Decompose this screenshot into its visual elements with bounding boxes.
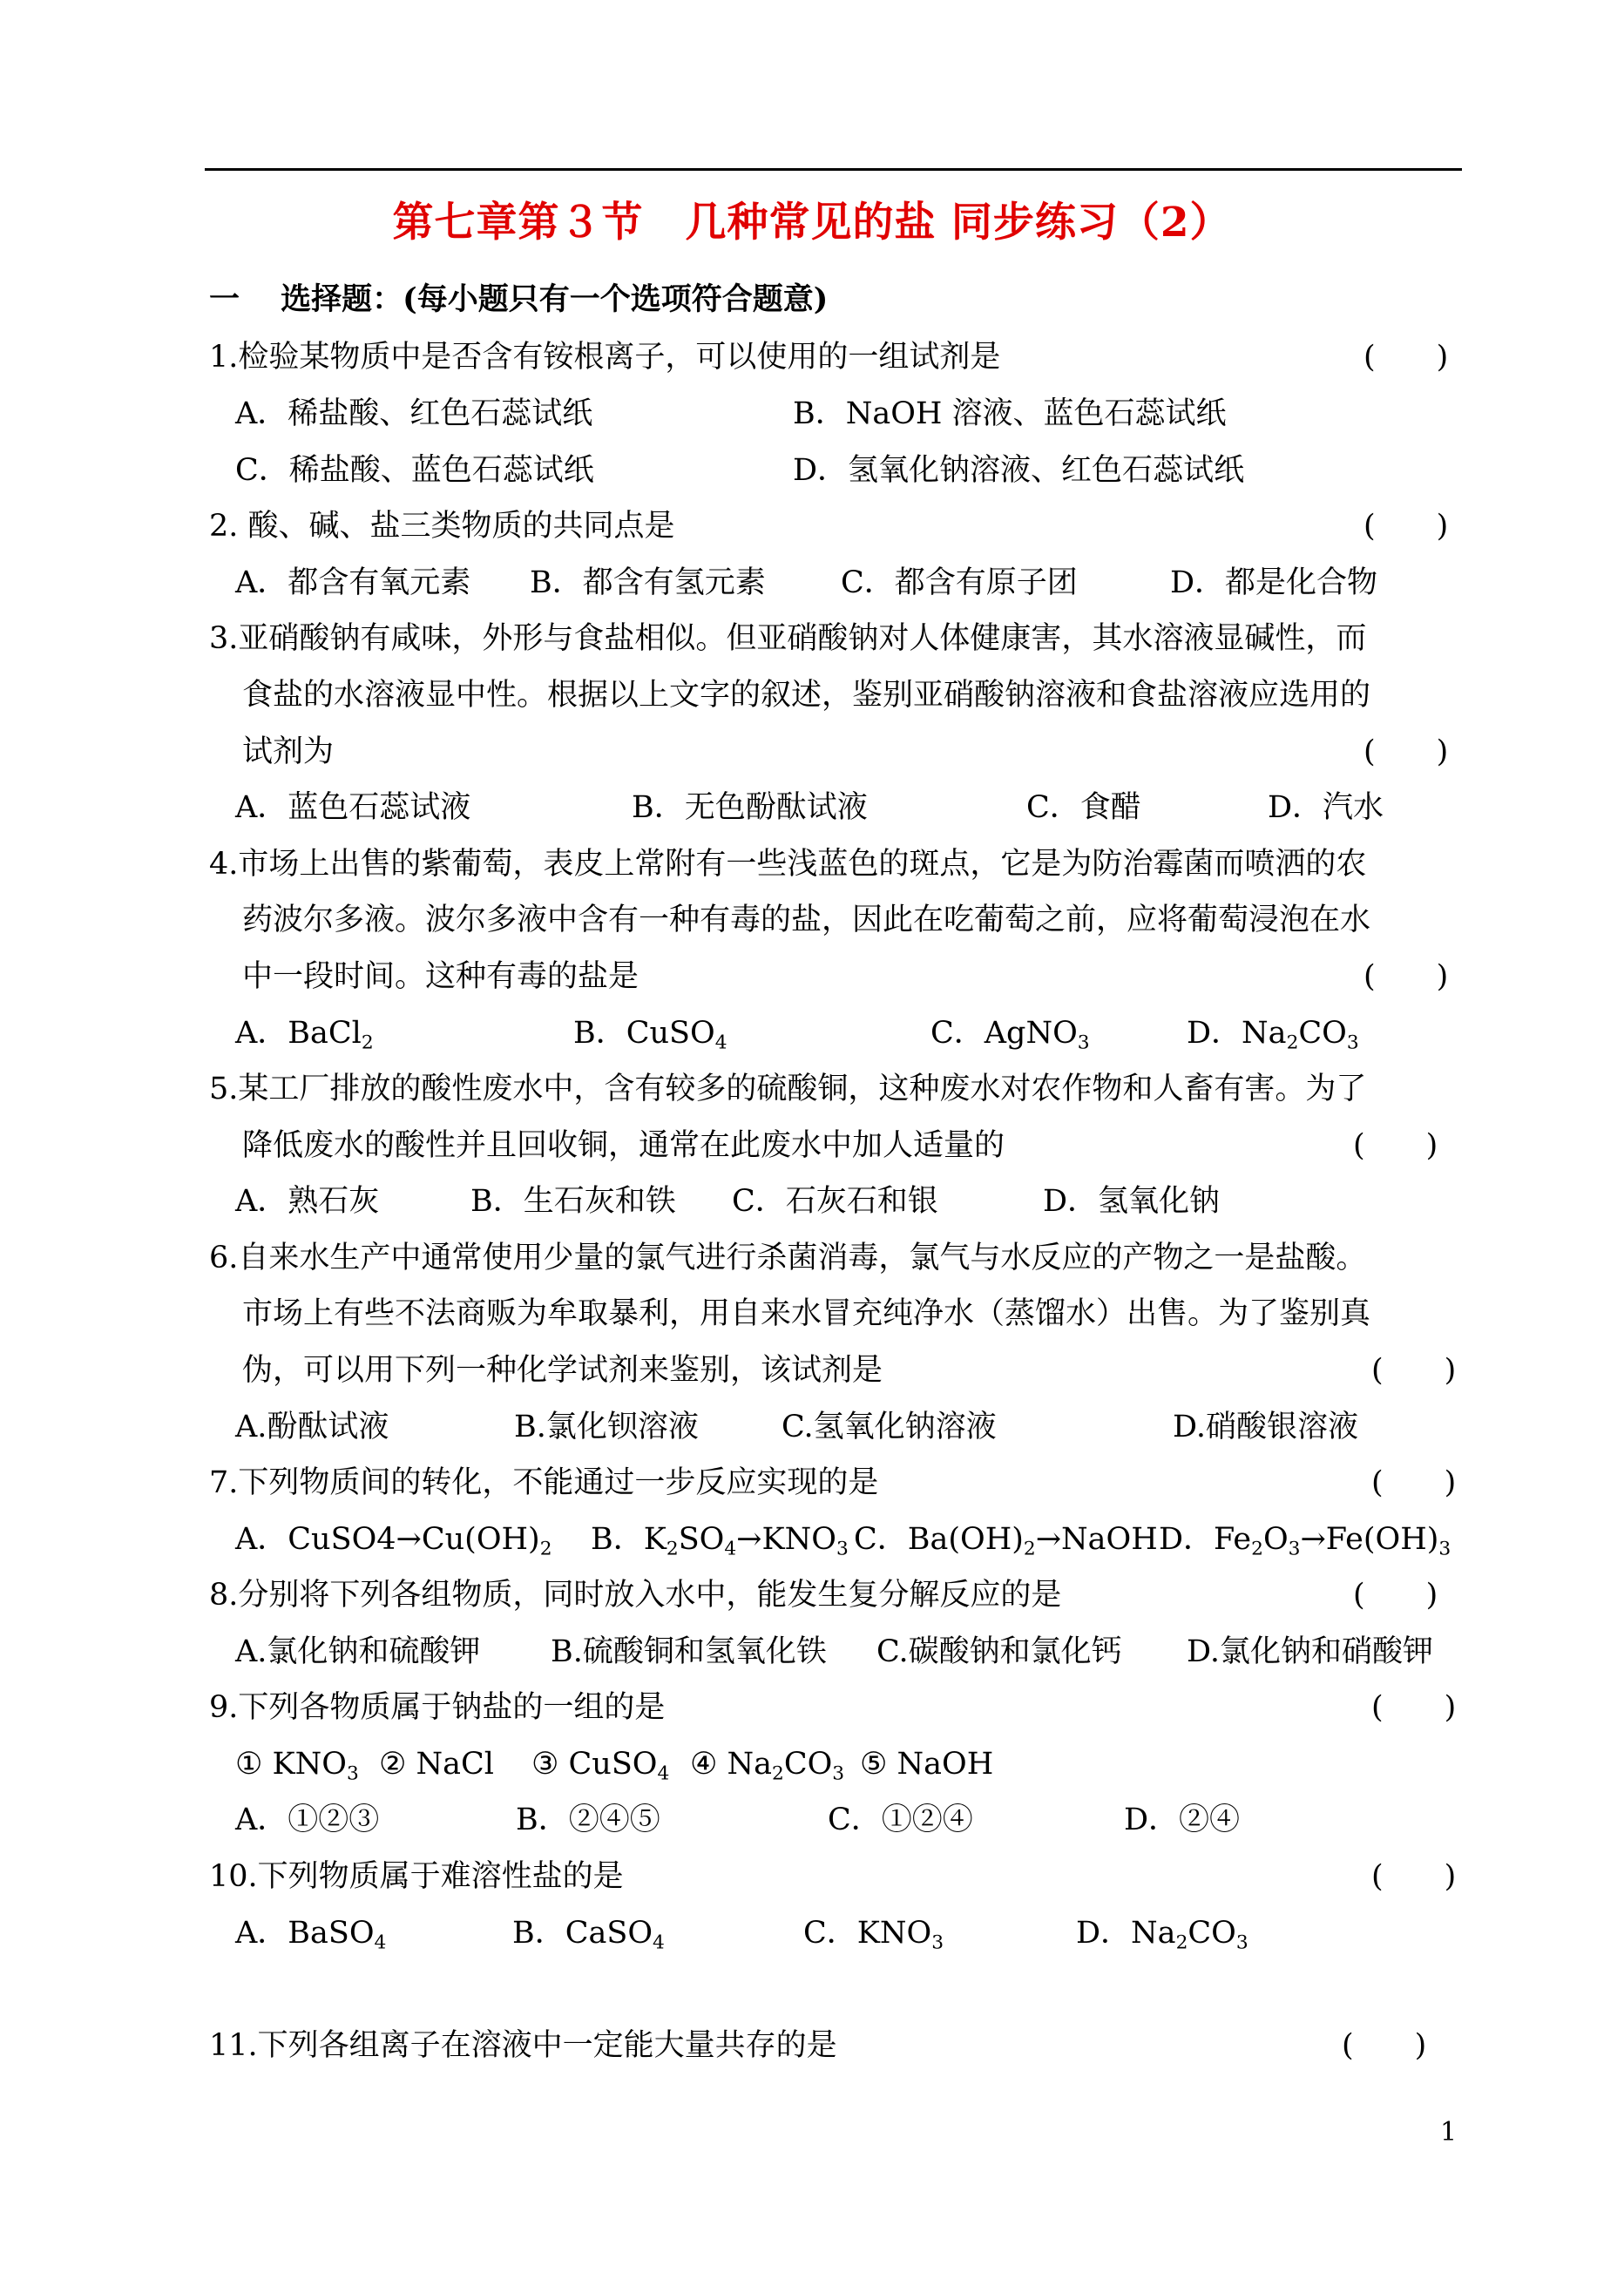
question-2-stem: 2. 酸、碱、盐三类物质的共同点是 ( ) xyxy=(209,505,1462,631)
question-6-line-3: 伪，可以用下列一种化学试剂来鉴别，该试剂是 ( ) xyxy=(209,1349,1462,1475)
option-d: D．氢氧化钠 xyxy=(1043,1184,1221,1219)
option-d: D．都是化合物 xyxy=(1170,565,1378,600)
option-d: D．②④ xyxy=(1124,1803,1241,1837)
option-c: C.碳酸钠和氯化钙 xyxy=(876,1634,1122,1669)
option-b: B．生石灰和铁 xyxy=(470,1184,676,1219)
answer-blank: ( ) xyxy=(1353,1578,1438,1613)
option-b: B.硫酸铜和氢氧化铁 xyxy=(551,1634,827,1669)
option-a: A．稀盐酸、红色石蕊试纸 xyxy=(235,396,593,431)
option-a: A．BaSO$_4$ xyxy=(235,1916,387,1954)
question-5-line-1: 5.某工厂排放的酸性废水中，含有较多的硫酸铜，这种废水对农作物和人畜有害。为了 xyxy=(209,1072,1367,1106)
answer-blank: ( ) xyxy=(1363,734,1449,769)
page-title: 第七章第３节 几种常见的盐 同步练习（2） xyxy=(392,199,1232,247)
answer-blank: ( ) xyxy=(1353,1128,1438,1163)
question-4-line-2: 药波尔多液。波尔多液中含有一种有毒的盐，因此在吃葡萄之前，应将葡萄浸泡在水 xyxy=(242,903,1371,937)
option-a: A．都含有氧元素 xyxy=(235,565,471,600)
answer-blank: ( ) xyxy=(1363,340,1449,375)
option-b: B.氯化钡溶液 xyxy=(514,1410,699,1444)
answer-blank: ( ) xyxy=(1371,1465,1457,1500)
answer-blank: ( ) xyxy=(1371,1353,1457,1388)
item-5: ⑤ NaOH xyxy=(860,1747,994,1782)
option-d: D．汽水 xyxy=(1268,790,1384,825)
question-3-line-3: 试剂为 ( ) xyxy=(209,731,1462,856)
option-a: A.氯化钠和硫酸钾 xyxy=(235,1634,481,1669)
question-4-line-1: 4.市场上出售的紫葡萄，表皮上常附有一些浅蓝色的斑点，它是为防治霉菌而喷洒的农 xyxy=(209,847,1367,882)
option-c: C．食醋 xyxy=(1026,790,1141,825)
option-b: B．②④⑤ xyxy=(516,1803,660,1837)
question-6-line-2: 市场上有些不法商贩为牟取暴利，用自来水冒充纯净水（蒸馏水）出售。为了鉴别真 xyxy=(242,1296,1371,1331)
question-7-stem: 7.下列物质间的转化，不能通过一步反应实现的是 ( ) xyxy=(209,1462,1462,1587)
question-3-line-1: 3.亚硝酸钠有咸味，外形与食盐相似。但亚硝酸钠对人体健康害，其水溶液显碱性，而 xyxy=(209,621,1367,656)
question-11-stem: 11.下列各组离子在溶液中一定能大量共存的是 ( ) xyxy=(209,2025,1462,2150)
option-c: C．都含有原子团 xyxy=(841,565,1078,600)
question-4-line-3: 中一段时间。这种有毒的盐是 ( ) xyxy=(209,956,1462,1081)
option-d: D.氯化钠和硝酸钾 xyxy=(1187,1634,1433,1669)
option-a: A．①②③ xyxy=(235,1803,380,1837)
item-1: ① $KNO_3$ xyxy=(235,1747,359,1785)
answer-blank: ( ) xyxy=(1371,1690,1457,1725)
option-b: B．都含有氢元素 xyxy=(530,565,766,600)
option-b: B．无色酚酞试液 xyxy=(632,790,868,825)
option-a: A.酚酞试液 xyxy=(235,1410,389,1444)
option-d: D.硝酸银溶液 xyxy=(1173,1410,1358,1444)
answer-blank: ( ) xyxy=(1363,959,1449,994)
option-d: D．$Na_2CO_3$ xyxy=(1076,1916,1248,1954)
option-a: A．熟石灰 xyxy=(235,1184,380,1219)
option-d: D．$Na_2CO_3$ xyxy=(1187,1016,1359,1054)
option-c: C．①②④ xyxy=(828,1803,973,1837)
option-c: C.氢氧化钠溶液 xyxy=(782,1410,997,1444)
page-number: 1 xyxy=(1440,2117,1458,2148)
answer-blank: ( ) xyxy=(1363,509,1449,544)
answer-blank: ( ) xyxy=(1342,2028,1427,2063)
item-2: ② NaCl xyxy=(379,1747,494,1782)
option-a: A．蓝色石蕊试液 xyxy=(235,790,471,825)
section-heading: 一 选择题：(每小题只有一个选项符合题意) xyxy=(209,281,829,317)
option-d: D．$Fe_2O_3\to Fe(OH)_3$ xyxy=(1159,1522,1451,1560)
option-b: B．NaOH 溶液、蓝色石蕊试纸 xyxy=(793,396,1227,431)
question-6-line-1: 6.自来水生产中通常使用少量的氯气进行杀菌消毒，氯气与水反应的产物之一是盐酸。 xyxy=(209,1241,1367,1275)
item-4: ④ $Na_2CO_3$ xyxy=(690,1747,845,1785)
question-1-stem: 1.检验某物质中是否含有铵根离子，可以使用的一组试剂是 ( ) xyxy=(209,336,1462,462)
option-c: C．AgNO$_3$ xyxy=(930,1016,1090,1054)
option-d: D．氢氧化钠溶液、红色石蕊试纸 xyxy=(793,453,1245,488)
option-c: C．$Ba(OH)_2\to NaOH$ xyxy=(854,1522,1158,1560)
answer-blank: ( ) xyxy=(1371,1859,1457,1894)
option-b: B．CaSO$_4$ xyxy=(512,1916,665,1954)
option-a: A．BaCl$_2$ xyxy=(235,1016,374,1054)
option-c: C．$KNO_3$ xyxy=(803,1916,944,1954)
option-c: C．稀盐酸、蓝色石蕊试纸 xyxy=(235,453,594,488)
question-5-line-2: 降低废水的酸性并且回收铜，通常在此废水中加人适量的 ( ) xyxy=(209,1125,1462,1250)
question-9-stem: 9.下列各物质属于钠盐的一组的是 ( ) xyxy=(209,1687,1462,1812)
option-b: B．$K_2SO_4\to KNO_3$ xyxy=(591,1522,849,1560)
option-c: C．石灰石和银 xyxy=(732,1184,938,1219)
item-3: ③ CuSO$_4$ xyxy=(531,1747,670,1785)
question-3-line-2: 食盐的水溶液显中性。根据以上文字的叙述，鉴别亚硝酸钠溶液和食盐溶液应选用的 xyxy=(242,678,1371,713)
header-rule xyxy=(205,168,1462,171)
question-10-stem: 10.下列物质属于难溶性盐的是 ( ) xyxy=(209,1856,1462,1981)
option-a: A．$CuSO4\to Cu(OH)_2$ xyxy=(235,1522,552,1560)
question-8-stem: 8.分别将下列各组物质，同时放入水中，能发生复分解反应的是 ( ) xyxy=(209,1574,1462,1700)
option-b: B．CuSO$_4$ xyxy=(573,1016,727,1054)
